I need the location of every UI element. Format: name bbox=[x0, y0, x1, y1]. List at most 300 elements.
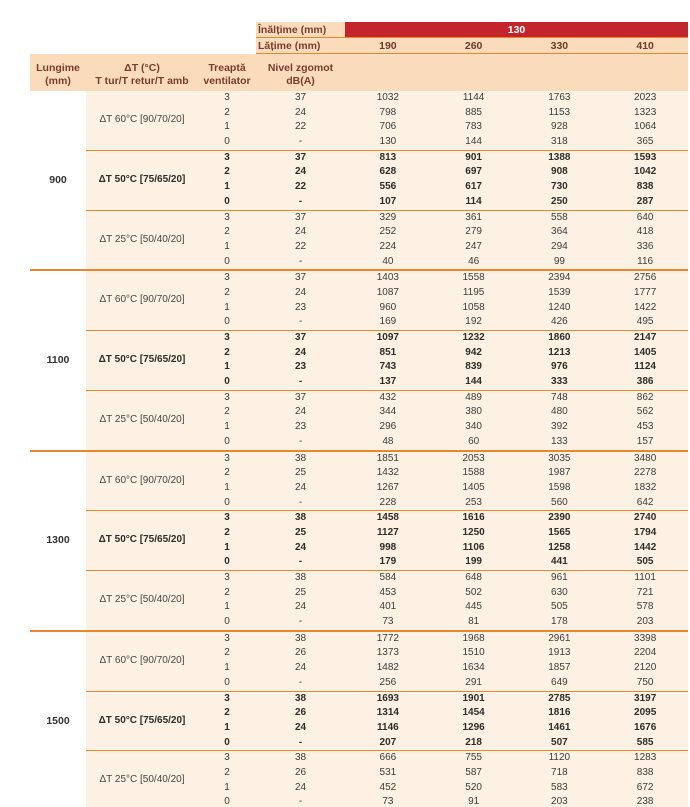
fan-step-cell: 1 bbox=[198, 420, 256, 435]
noise-level-cell: - bbox=[256, 555, 345, 570]
output-cell: 1042 bbox=[602, 165, 688, 180]
output-cell: 1296 bbox=[431, 721, 517, 736]
output-cell: 386 bbox=[602, 375, 688, 390]
output-cell: 1987 bbox=[517, 466, 603, 481]
output-cell: 144 bbox=[431, 135, 517, 150]
heating-output-table bbox=[30, 22, 688, 807]
noise-level-cell: 24 bbox=[256, 405, 345, 420]
output-cell: 1106 bbox=[431, 541, 517, 556]
delta-t-label-cell: ΔT 25°C [50/40/20] bbox=[86, 571, 198, 631]
output-cell: 1593 bbox=[602, 150, 688, 165]
output-cell: 2390 bbox=[517, 511, 603, 526]
output-cell: 1598 bbox=[517, 481, 603, 496]
fan-step-cell: 0 bbox=[198, 195, 256, 210]
output-cell: 3035 bbox=[517, 451, 603, 467]
noise-level-cell: 37 bbox=[256, 91, 345, 106]
output-cell: 116 bbox=[602, 255, 688, 271]
column-header-delta-t-line1: ΔT (°C) bbox=[124, 62, 160, 74]
output-cell: 2147 bbox=[602, 331, 688, 346]
output-cell: 505 bbox=[602, 555, 688, 570]
header-spacer bbox=[30, 38, 256, 54]
header-row-height bbox=[30, 22, 688, 38]
fan-step-cell: 2 bbox=[198, 165, 256, 180]
height-label: Înălțime (mm) bbox=[256, 22, 345, 38]
output-cell: 73 bbox=[345, 615, 431, 631]
output-cell: 755 bbox=[431, 751, 517, 766]
output-cell: 169 bbox=[345, 315, 431, 330]
fan-step-cell: 3 bbox=[198, 631, 256, 647]
output-cell: 2394 bbox=[517, 270, 603, 286]
output-cell: 238 bbox=[602, 795, 688, 807]
output-cell: 203 bbox=[517, 795, 603, 807]
fan-step-cell: 1 bbox=[198, 301, 256, 316]
output-cell: 798 bbox=[345, 106, 431, 121]
output-cell: 1032 bbox=[345, 91, 431, 106]
output-cell: 178 bbox=[517, 615, 603, 631]
output-cell: 558 bbox=[517, 210, 603, 225]
width-value: 190 bbox=[345, 38, 431, 54]
output-cell: 333 bbox=[517, 375, 603, 390]
output-cell: 60 bbox=[431, 435, 517, 451]
output-cell: 587 bbox=[431, 766, 517, 781]
output-cell: 1405 bbox=[431, 481, 517, 496]
output-cell: 556 bbox=[345, 180, 431, 195]
output-cell: 1314 bbox=[345, 706, 431, 721]
fan-step-cell: 2 bbox=[198, 706, 256, 721]
noise-level-cell: - bbox=[256, 195, 345, 210]
output-cell: 697 bbox=[431, 165, 517, 180]
fan-step-cell: 3 bbox=[198, 451, 256, 467]
output-cell: 1124 bbox=[602, 360, 688, 375]
output-cell: 426 bbox=[517, 315, 603, 330]
fan-step-cell: 0 bbox=[198, 736, 256, 751]
table-row bbox=[30, 210, 688, 225]
output-cell: 578 bbox=[602, 600, 688, 615]
output-cell: 137 bbox=[345, 375, 431, 390]
output-cell: 1794 bbox=[602, 526, 688, 541]
output-cell: 203 bbox=[602, 615, 688, 631]
table-body bbox=[30, 91, 688, 807]
output-cell: 340 bbox=[431, 420, 517, 435]
column-header-fan-step-line2: ventilator bbox=[203, 74, 251, 87]
output-cell: 562 bbox=[602, 405, 688, 420]
output-cell: 584 bbox=[345, 571, 431, 586]
output-cell: 730 bbox=[517, 180, 603, 195]
output-cell: 942 bbox=[431, 346, 517, 361]
noise-level-cell: 24 bbox=[256, 541, 345, 556]
table-row bbox=[30, 631, 688, 647]
output-cell: 361 bbox=[431, 210, 517, 225]
output-cell: 2120 bbox=[602, 661, 688, 676]
output-cell: 1558 bbox=[431, 270, 517, 286]
output-cell: 649 bbox=[517, 676, 603, 691]
fan-step-cell: 2 bbox=[198, 405, 256, 420]
noise-level-cell: 24 bbox=[256, 661, 345, 676]
output-cell: 291 bbox=[431, 676, 517, 691]
fan-step-cell: 0 bbox=[198, 795, 256, 807]
column-header-delta-t-line2: T tur/T retur/T amb bbox=[95, 74, 189, 87]
height-value-band: 130 bbox=[345, 22, 688, 38]
output-cell: 560 bbox=[517, 496, 603, 511]
output-cell: 107 bbox=[345, 195, 431, 210]
output-cell: 1195 bbox=[431, 286, 517, 301]
table-row bbox=[30, 91, 688, 106]
output-cell: 1763 bbox=[517, 91, 603, 106]
output-cell: 294 bbox=[517, 240, 603, 255]
noise-level-cell: - bbox=[256, 315, 345, 330]
output-cell: 3398 bbox=[602, 631, 688, 647]
output-cell: 336 bbox=[602, 240, 688, 255]
fan-step-cell: 2 bbox=[198, 766, 256, 781]
table-row bbox=[30, 150, 688, 165]
output-cell: 207 bbox=[345, 736, 431, 751]
output-cell: 1851 bbox=[345, 451, 431, 467]
noise-level-cell: - bbox=[256, 375, 345, 390]
noise-level-cell: - bbox=[256, 135, 345, 150]
fan-step-cell: 0 bbox=[198, 375, 256, 390]
fan-step-cell: 0 bbox=[198, 615, 256, 631]
output-cell: 885 bbox=[431, 106, 517, 121]
output-cell: 452 bbox=[345, 781, 431, 796]
output-cell: 157 bbox=[602, 435, 688, 451]
output-cell: 418 bbox=[602, 225, 688, 240]
delta-t-label-cell: ΔT 25°C [50/40/20] bbox=[86, 390, 198, 450]
output-cell: 839 bbox=[431, 360, 517, 375]
noise-level-cell: 38 bbox=[256, 691, 345, 706]
output-cell: 144 bbox=[431, 375, 517, 390]
width-value: 260 bbox=[431, 38, 517, 54]
fan-step-cell: 1 bbox=[198, 781, 256, 796]
output-cell: 344 bbox=[345, 405, 431, 420]
output-cell: 1232 bbox=[431, 331, 517, 346]
output-cell: 583 bbox=[517, 781, 603, 796]
output-cell: 1153 bbox=[517, 106, 603, 121]
noise-level-cell: - bbox=[256, 496, 345, 511]
delta-t-label-cell: ΔT 60°C [90/70/20] bbox=[86, 631, 198, 691]
output-cell: 1510 bbox=[431, 646, 517, 661]
noise-level-cell: 38 bbox=[256, 631, 345, 647]
fan-step-cell: 2 bbox=[198, 106, 256, 121]
output-cell: 2278 bbox=[602, 466, 688, 481]
output-cell: 976 bbox=[517, 360, 603, 375]
output-cell: 1442 bbox=[602, 541, 688, 556]
output-cell: 318 bbox=[517, 135, 603, 150]
output-cell: 1422 bbox=[602, 301, 688, 316]
output-cell: 648 bbox=[431, 571, 517, 586]
output-cell: 1860 bbox=[517, 331, 603, 346]
output-cell: 640 bbox=[602, 210, 688, 225]
delta-t-label-cell: ΔT 50°C [75/65/20] bbox=[86, 331, 198, 391]
output-cell: 507 bbox=[517, 736, 603, 751]
output-cell: 505 bbox=[517, 600, 603, 615]
output-cell: 750 bbox=[602, 676, 688, 691]
output-cell: 813 bbox=[345, 150, 431, 165]
output-cell: 1058 bbox=[431, 301, 517, 316]
column-header-length-line1: Lungime bbox=[36, 62, 80, 74]
length-cell: 1500 bbox=[30, 631, 86, 807]
output-cell: 247 bbox=[431, 240, 517, 255]
header-spacer bbox=[30, 22, 256, 38]
output-cell: 81 bbox=[431, 615, 517, 631]
fan-step-cell: 2 bbox=[198, 466, 256, 481]
output-cell: 1772 bbox=[345, 631, 431, 647]
delta-t-label-cell: ΔT 50°C [75/65/20] bbox=[86, 691, 198, 751]
output-cell: 46 bbox=[431, 255, 517, 271]
output-cell: 1616 bbox=[431, 511, 517, 526]
output-cell: 1127 bbox=[345, 526, 431, 541]
output-cell: 495 bbox=[602, 315, 688, 330]
noise-level-cell: 24 bbox=[256, 165, 345, 180]
output-cell: 40 bbox=[345, 255, 431, 271]
column-header-length-line2: (mm) bbox=[45, 74, 71, 87]
output-cell: 1240 bbox=[517, 301, 603, 316]
output-cell: 1693 bbox=[345, 691, 431, 706]
column-header-length bbox=[30, 54, 86, 92]
noise-level-cell: 38 bbox=[256, 511, 345, 526]
output-cell: 706 bbox=[345, 120, 431, 135]
fan-step-cell: 2 bbox=[198, 526, 256, 541]
fan-step-cell: 3 bbox=[198, 91, 256, 106]
output-cell: 453 bbox=[602, 420, 688, 435]
output-cell: 1454 bbox=[431, 706, 517, 721]
header-filler-cell bbox=[602, 54, 688, 92]
output-cell: 666 bbox=[345, 751, 431, 766]
output-cell: 630 bbox=[517, 586, 603, 601]
output-cell: 2023 bbox=[602, 91, 688, 106]
output-cell: 1816 bbox=[517, 706, 603, 721]
noise-level-cell: 38 bbox=[256, 451, 345, 467]
header-filler-cell bbox=[517, 54, 603, 92]
noise-level-cell: 26 bbox=[256, 646, 345, 661]
output-cell: 432 bbox=[345, 390, 431, 405]
noise-level-cell: 24 bbox=[256, 225, 345, 240]
output-cell: 1213 bbox=[517, 346, 603, 361]
fan-step-cell: 3 bbox=[198, 511, 256, 526]
output-cell: 1968 bbox=[431, 631, 517, 647]
output-cell: 1144 bbox=[431, 91, 517, 106]
noise-level-cell: 37 bbox=[256, 270, 345, 286]
output-cell: 329 bbox=[345, 210, 431, 225]
width-value: 330 bbox=[517, 38, 603, 54]
fan-step-cell: 3 bbox=[198, 571, 256, 586]
output-cell: 1832 bbox=[602, 481, 688, 496]
noise-level-cell: 22 bbox=[256, 120, 345, 135]
noise-level-cell: 25 bbox=[256, 466, 345, 481]
noise-level-cell: 24 bbox=[256, 781, 345, 796]
output-cell: 392 bbox=[517, 420, 603, 435]
delta-t-label-cell: ΔT 50°C [75/65/20] bbox=[86, 511, 198, 571]
output-cell: 380 bbox=[431, 405, 517, 420]
output-cell: 748 bbox=[517, 390, 603, 405]
noise-level-cell: 24 bbox=[256, 481, 345, 496]
length-cell: 1100 bbox=[30, 270, 86, 450]
output-cell: 960 bbox=[345, 301, 431, 316]
noise-level-cell: 24 bbox=[256, 600, 345, 615]
noise-level-cell: 37 bbox=[256, 331, 345, 346]
fan-step-cell: 3 bbox=[198, 270, 256, 286]
delta-t-label-cell: ΔT 50°C [75/65/20] bbox=[86, 150, 198, 210]
table-row bbox=[30, 390, 688, 405]
delta-t-label-cell: ΔT 60°C [90/70/20] bbox=[86, 91, 198, 150]
fan-step-cell: 2 bbox=[198, 646, 256, 661]
fan-step-cell: 3 bbox=[198, 390, 256, 405]
fan-step-cell: 0 bbox=[198, 496, 256, 511]
output-cell: 862 bbox=[602, 390, 688, 405]
output-cell: 1565 bbox=[517, 526, 603, 541]
output-cell: 851 bbox=[345, 346, 431, 361]
output-cell: 1857 bbox=[517, 661, 603, 676]
output-cell: 2740 bbox=[602, 511, 688, 526]
noise-level-cell: - bbox=[256, 676, 345, 691]
output-cell: 3480 bbox=[602, 451, 688, 467]
noise-level-cell: 26 bbox=[256, 766, 345, 781]
table-row bbox=[30, 691, 688, 706]
noise-level-cell: - bbox=[256, 736, 345, 751]
output-cell: 783 bbox=[431, 120, 517, 135]
fan-step-cell: 3 bbox=[198, 150, 256, 165]
output-cell: 1676 bbox=[602, 721, 688, 736]
table-row bbox=[30, 511, 688, 526]
output-cell: 1458 bbox=[345, 511, 431, 526]
output-cell: 1403 bbox=[345, 270, 431, 286]
output-cell: 445 bbox=[431, 600, 517, 615]
noise-level-cell: 22 bbox=[256, 180, 345, 195]
noise-level-cell: 24 bbox=[256, 106, 345, 121]
output-cell: 1097 bbox=[345, 331, 431, 346]
output-cell: 253 bbox=[431, 496, 517, 511]
noise-level-cell: - bbox=[256, 255, 345, 271]
output-cell: 718 bbox=[517, 766, 603, 781]
output-cell: 642 bbox=[602, 496, 688, 511]
output-cell: 453 bbox=[345, 586, 431, 601]
output-cell: 2204 bbox=[602, 646, 688, 661]
output-cell: 130 bbox=[345, 135, 431, 150]
delta-t-label-cell: ΔT 25°C [50/40/20] bbox=[86, 751, 198, 807]
output-cell: 365 bbox=[602, 135, 688, 150]
fan-step-cell: 3 bbox=[198, 751, 256, 766]
table-row bbox=[30, 270, 688, 286]
output-cell: 998 bbox=[345, 541, 431, 556]
output-cell: 1146 bbox=[345, 721, 431, 736]
column-header-delta-t bbox=[86, 54, 198, 92]
output-cell: 901 bbox=[431, 150, 517, 165]
output-cell: 908 bbox=[517, 165, 603, 180]
column-header-fan-step bbox=[198, 54, 256, 92]
output-cell: 73 bbox=[345, 795, 431, 807]
noise-level-cell: 38 bbox=[256, 571, 345, 586]
output-cell: 2095 bbox=[602, 706, 688, 721]
delta-t-label-cell: ΔT 25°C [50/40/20] bbox=[86, 210, 198, 270]
fan-step-cell: 1 bbox=[198, 600, 256, 615]
output-cell: 1283 bbox=[602, 751, 688, 766]
fan-step-cell: 1 bbox=[198, 240, 256, 255]
output-cell: 1258 bbox=[517, 541, 603, 556]
output-cell: 1250 bbox=[431, 526, 517, 541]
column-header-noise-line2: dB(A) bbox=[286, 74, 315, 87]
fan-step-cell: 0 bbox=[198, 255, 256, 271]
output-cell: 1432 bbox=[345, 466, 431, 481]
output-cell: 838 bbox=[602, 180, 688, 195]
header-row-width bbox=[30, 38, 688, 54]
width-value: 410 bbox=[602, 38, 688, 54]
output-cell: 743 bbox=[345, 360, 431, 375]
noise-level-cell: 37 bbox=[256, 390, 345, 405]
output-cell: 287 bbox=[602, 195, 688, 210]
header-filler-cell bbox=[431, 54, 517, 92]
fan-step-cell: 1 bbox=[198, 541, 256, 556]
fan-step-cell: 0 bbox=[198, 315, 256, 330]
output-cell: 133 bbox=[517, 435, 603, 451]
output-cell: 114 bbox=[431, 195, 517, 210]
noise-level-cell: 37 bbox=[256, 150, 345, 165]
column-header-noise-line1: Nivel zgomot bbox=[267, 62, 334, 74]
output-cell: 628 bbox=[345, 165, 431, 180]
output-cell: 364 bbox=[517, 225, 603, 240]
fan-step-cell: 3 bbox=[198, 210, 256, 225]
output-cell: 672 bbox=[602, 781, 688, 796]
output-cell: 296 bbox=[345, 420, 431, 435]
output-cell: 721 bbox=[602, 586, 688, 601]
noise-level-cell: 24 bbox=[256, 721, 345, 736]
fan-step-cell: 2 bbox=[198, 346, 256, 361]
table-row bbox=[30, 571, 688, 586]
noise-level-cell: 37 bbox=[256, 210, 345, 225]
noise-level-cell: - bbox=[256, 435, 345, 451]
output-cell: 2756 bbox=[602, 270, 688, 286]
output-cell: 1588 bbox=[431, 466, 517, 481]
output-cell: 252 bbox=[345, 225, 431, 240]
output-cell: 1267 bbox=[345, 481, 431, 496]
output-cell: 1913 bbox=[517, 646, 603, 661]
fan-step-cell: 0 bbox=[198, 135, 256, 150]
noise-level-cell: 22 bbox=[256, 240, 345, 255]
table-row bbox=[30, 451, 688, 467]
noise-level-cell: 26 bbox=[256, 706, 345, 721]
fan-step-cell: 1 bbox=[198, 481, 256, 496]
fan-step-cell: 1 bbox=[198, 180, 256, 195]
header-row-columns bbox=[30, 54, 688, 92]
width-label: Lățime (mm) bbox=[256, 38, 345, 54]
output-cell: 441 bbox=[517, 555, 603, 570]
output-cell: 1461 bbox=[517, 721, 603, 736]
output-cell: 1482 bbox=[345, 661, 431, 676]
fan-step-cell: 3 bbox=[198, 331, 256, 346]
output-cell: 99 bbox=[517, 255, 603, 271]
output-cell: 520 bbox=[431, 781, 517, 796]
noise-level-cell: 24 bbox=[256, 286, 345, 301]
output-cell: 218 bbox=[431, 736, 517, 751]
output-cell: 838 bbox=[602, 766, 688, 781]
output-cell: 617 bbox=[431, 180, 517, 195]
output-cell: 1405 bbox=[602, 346, 688, 361]
output-cell: 1373 bbox=[345, 646, 431, 661]
fan-step-cell: 2 bbox=[198, 286, 256, 301]
output-cell: 1323 bbox=[602, 106, 688, 121]
output-cell: 401 bbox=[345, 600, 431, 615]
output-cell: 531 bbox=[345, 766, 431, 781]
output-cell: 1901 bbox=[431, 691, 517, 706]
delta-t-label-cell: ΔT 60°C [90/70/20] bbox=[86, 270, 198, 330]
output-cell: 585 bbox=[602, 736, 688, 751]
output-cell: 48 bbox=[345, 435, 431, 451]
fan-step-cell: 0 bbox=[198, 555, 256, 570]
fan-step-cell: 0 bbox=[198, 435, 256, 451]
output-cell: 179 bbox=[345, 555, 431, 570]
noise-level-cell: - bbox=[256, 615, 345, 631]
noise-level-cell: 25 bbox=[256, 586, 345, 601]
fan-step-cell: 0 bbox=[198, 676, 256, 691]
output-cell: 928 bbox=[517, 120, 603, 135]
